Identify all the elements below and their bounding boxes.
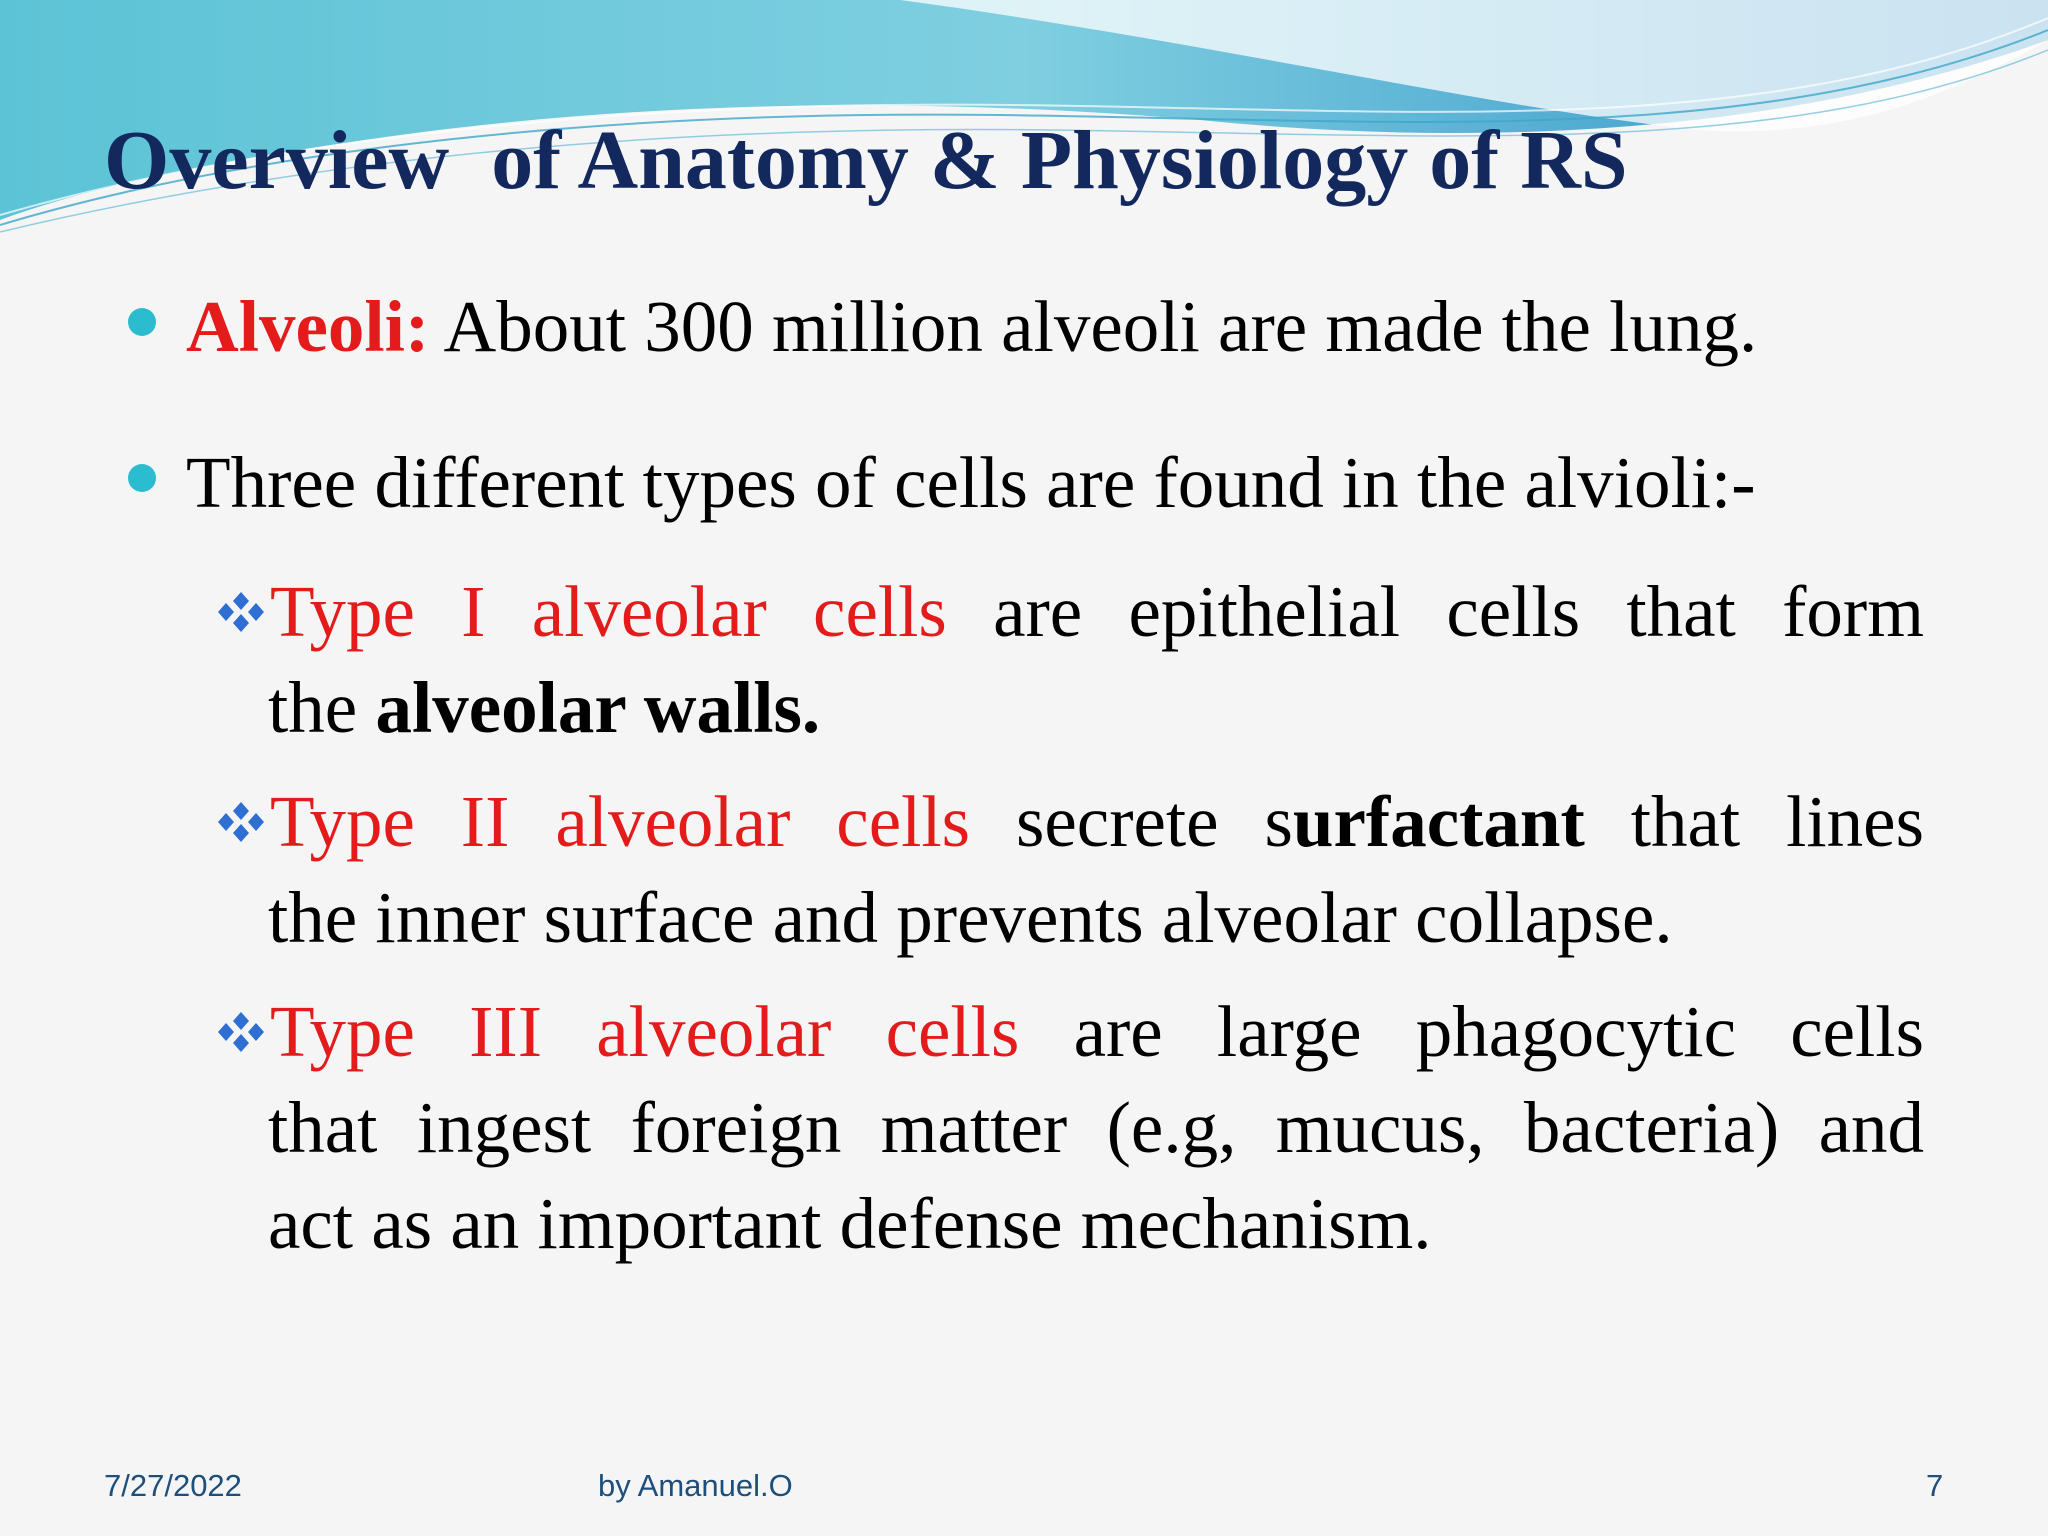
subitem-label: Type III alveolar cells [270, 991, 1020, 1072]
subitem-type-1: Type I alveolar cells are epithelial cells that form the alveolar walls. [214, 564, 1924, 756]
bullet-text: Three different types of cells are found in the alvioli:- [186, 442, 1756, 523]
diamond-bullet-icon [214, 800, 268, 844]
footer-page-number: 7 [1926, 1468, 1944, 1503]
subitem-type-3: Type III alveolar cells are large phagocytic cells that ingest foreign matter (e.g, mucus, bacteria) and act as an important defense mechanism. [214, 984, 1924, 1272]
footer-author: by Amanuel.O [598, 1468, 793, 1503]
diamond-bullet-icon [214, 590, 268, 634]
diamond-bullet-icon [214, 1010, 268, 1054]
subitem-label: Type I alveolar cells [270, 571, 947, 652]
subitem-type-2: Type II alveolar cells secrete surfactant that lines the inner surface and prevents alveolar collapse. [214, 774, 1924, 966]
bullet-text: About 300 million alveoli are made the lung. [429, 286, 1758, 367]
bullet-dot-icon [128, 308, 156, 336]
subitem-label: Type II alveolar cells [270, 781, 971, 862]
slide-title: Overview of Anatomy & Physiology of RS [104, 114, 1628, 207]
bullet-dot-icon [128, 464, 156, 492]
bullet-label: Alveoli: [186, 286, 430, 367]
footer-date: 7/27/2022 [104, 1468, 242, 1503]
